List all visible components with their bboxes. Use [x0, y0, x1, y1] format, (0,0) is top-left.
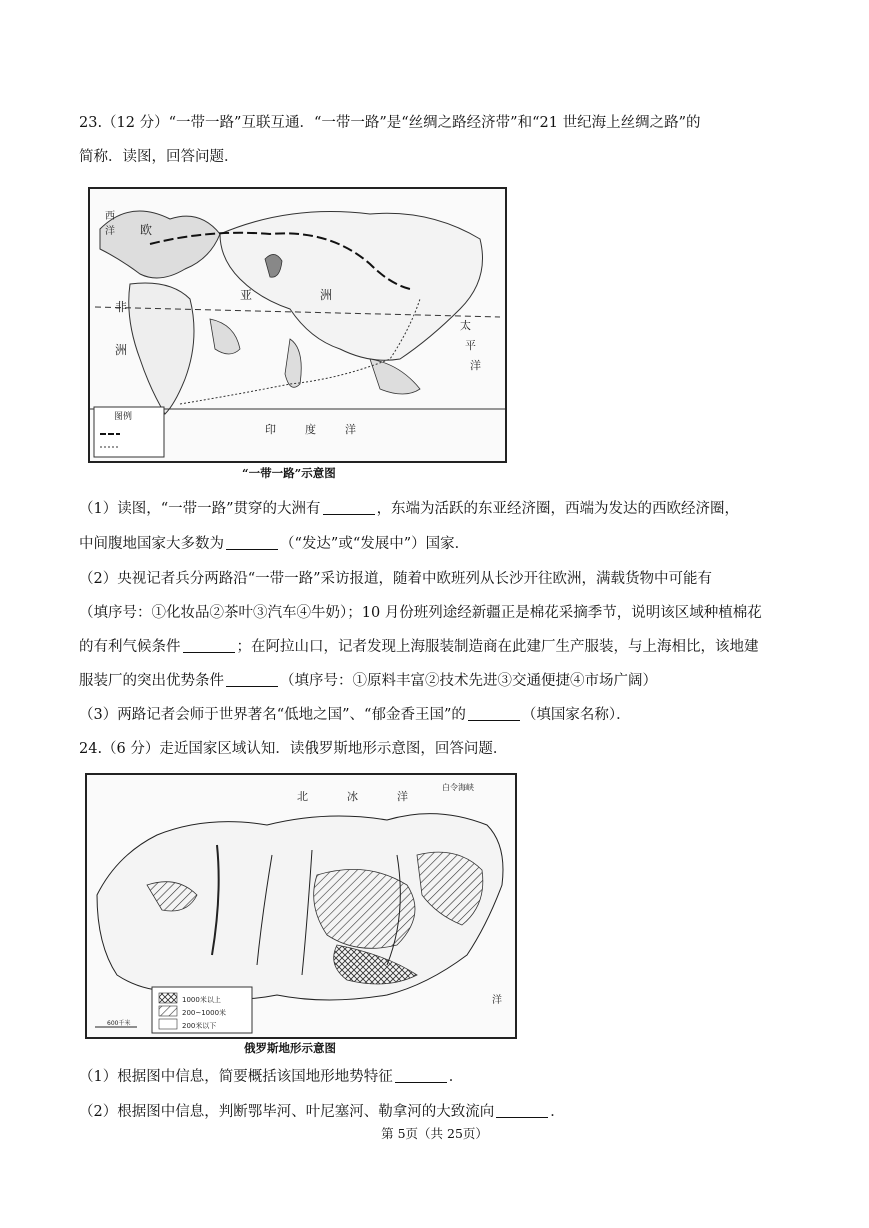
- q23-stem-line2: 简称．读图，回答问题．: [79, 149, 239, 165]
- q23-stem-line1: 23.（12 分）“一带一路”互联互通．“一带一路”是“丝绸之路经济带”和“21 世纪海上丝绸之路”的: [79, 115, 701, 131]
- legend-200-1000: 200~1000米: [182, 1009, 227, 1017]
- label-asia-2: 洲: [320, 288, 333, 302]
- label-europe: 欧: [140, 223, 153, 237]
- label-ocean: 洋: [397, 790, 408, 803]
- label-africa: 非: [115, 300, 128, 314]
- label-indian-3: 洋: [345, 423, 356, 436]
- label-pacific-2: 平: [465, 339, 476, 352]
- label-atlantic: 洋: [105, 226, 115, 237]
- page-footer: 第 5页（共 25页）: [381, 1126, 488, 1141]
- label-west: 西: [105, 211, 115, 222]
- q23-part1-line2: 中间腹地国家大多数为 （“发达”或“发展中”）国家．: [79, 536, 470, 552]
- q24-stem: 24.（6 分）走近国家区域认知．读俄罗斯地形示意图，回答问题．: [79, 741, 508, 757]
- q24-figure-caption: 俄罗斯地形示意图: [244, 1041, 336, 1055]
- legend-title: 图例: [114, 412, 133, 422]
- label-pacific: 太: [460, 319, 471, 332]
- answer-blank[interactable]: [226, 535, 278, 550]
- q23-figure-caption: “一带一路”示意图: [242, 466, 336, 480]
- answer-blank[interactable]: [183, 638, 235, 653]
- q23-part1-line1: （1）读图，“一带一路”贯穿的大洲有 ，东端为活跃的东亚经济圈，西端为发达的西欧经济圈，: [79, 501, 740, 517]
- answer-blank[interactable]: [496, 1103, 548, 1118]
- label-pacific-ocean: 洋: [492, 995, 502, 1006]
- belt-road-map: [88, 187, 507, 463]
- legend-200: 200米以下: [182, 1022, 217, 1030]
- label-north: 北: [297, 790, 308, 803]
- q23-part2-line2: （填序号：①化妆品②茶叶③汽车④牛奶）；10 月份班列途经新疆正是棉花采摘季节，说明该区域种植棉花: [79, 605, 762, 621]
- q23-part3: （3）两路记者会师于世界著名“低地之国”、“郁金香王国”的 （填国家名称）．: [79, 707, 631, 723]
- q23-part2-line3: 的有利气候条件 ；在阿拉山口，记者发现上海服装制造商在此建厂生产服装，与上海相比，该地建: [79, 639, 759, 655]
- label-asia: 亚: [240, 288, 253, 302]
- label-indian-2: 度: [305, 423, 316, 436]
- q23-part2-line1: （2）央视记者兵分两路沿“一带一路”采访报道，随着中欧班列从长沙开往欧洲，满载货物中可能有: [79, 571, 713, 587]
- label-indian: 印: [265, 423, 276, 436]
- answer-blank[interactable]: [226, 672, 278, 687]
- q24-part2: （2）根据图中信息，判断鄂毕河、叶尼塞河、勒拿河的大致流向 ．: [79, 1104, 565, 1120]
- belt-road-map-svg: [90, 189, 505, 461]
- q24-part1: （1）根据图中信息，简要概括该国地形地势特征 ．: [79, 1069, 464, 1085]
- q23-part2-line4: 服装厂的突出优势条件 （填序号：①原料丰富②技术先进③交通便捷④市场广阔）: [79, 673, 657, 689]
- russia-terrain-map: [85, 773, 517, 1039]
- label-ice: 冰: [347, 790, 358, 803]
- label-africa-2: 洲: [115, 343, 128, 357]
- legend-1000: 1000米以上: [182, 996, 221, 1004]
- label-bering: 白令海峡: [442, 783, 474, 792]
- label-pacific-3: 洋: [470, 359, 481, 372]
- answer-blank[interactable]: [395, 1068, 447, 1083]
- answer-blank[interactable]: [468, 706, 520, 721]
- scale-label: 600千米: [107, 1020, 131, 1027]
- answer-blank[interactable]: [323, 500, 375, 515]
- russia-terrain-map-svg: [87, 775, 515, 1037]
